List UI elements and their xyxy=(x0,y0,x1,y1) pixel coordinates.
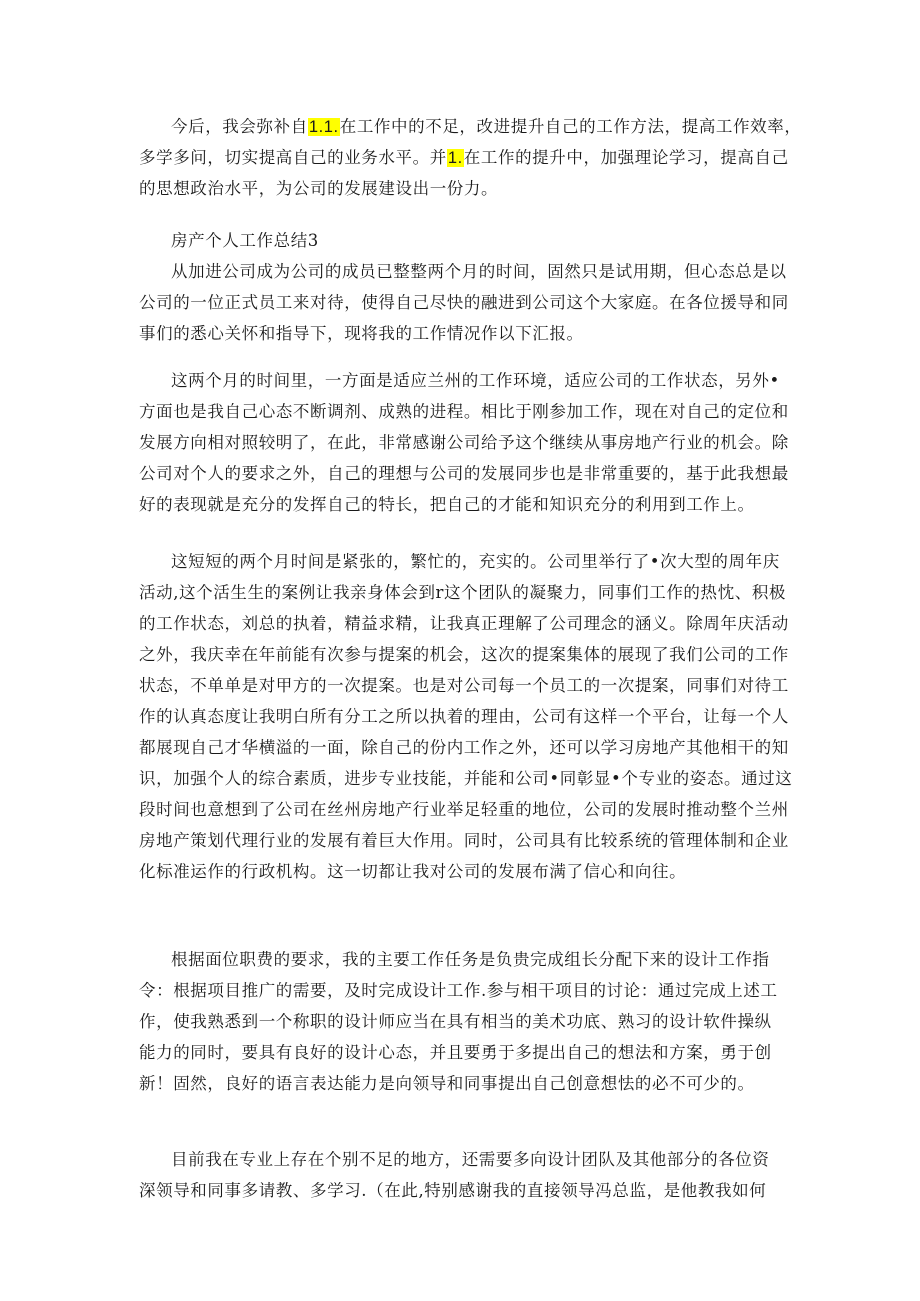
body-line: 深领导和同事多请教、多学习.（在此,特别感谢我的直接领导冯总监，是他教我如何 xyxy=(139,1181,767,1200)
body-line: 之外，我庆幸在年前能有次参与提案的机会，这次的提案集体的展现了我们公司的工作 xyxy=(139,645,789,664)
body-line: 这短短的两个月时间是紧张的，繁忙的，充实的。公司里举行了•次大型的周年庆 xyxy=(171,552,780,571)
body-line: 目前我在专业上存在个别不足的地方，还需要多向设计团队及其他部分的各位资 xyxy=(171,1150,770,1169)
body-line: 好的表现就是充分的发挥自己的特长，把自己的才能和知识充分的利用到工作上。 xyxy=(139,495,755,514)
intro-paragraph xyxy=(139,111,802,204)
body-paragraph xyxy=(139,546,793,887)
body-paragraph xyxy=(139,365,789,520)
intro-line-2-part-a: 多学多问，切实提高自己的业务水平。并 xyxy=(139,148,447,167)
intro-line-1 xyxy=(139,111,802,142)
body-line: 能力的同时，要具有良好的设计心态，并且要勇于多提出自己的想法和方案，勇于创 xyxy=(139,1043,772,1062)
body-line: 公司对个人的要求之外，自己的理想与公司的发展同步也是非常重要的，基于此我想最 xyxy=(139,464,789,483)
body-line: 根据面位职费的要求，我的主要工作任务是负贵完成组长分配下来的设计工作指 xyxy=(171,950,770,969)
highlight-mark-2: 1. xyxy=(447,149,463,167)
body-line: 作，使我熟悉到一个称职的设计师应当在具有相当的美术功底、熟习的设计软件操纵 xyxy=(139,1012,772,1031)
body-line: 令：根据项目推广的需要，及时完成设计工作.参与相干项目的讨论：通过完成上述工 xyxy=(139,981,778,1000)
body-line: 事们的悉心关怀和指导下，现将我的工作情况作以下汇报。 xyxy=(139,324,584,343)
body-line: 化标准运作的行政机构。这一切都让我对公司的发展布满了信心和向往。 xyxy=(139,862,687,881)
body-line: 房地产策划代理行业的发展有着巨大作用。同时，公司具有比较系统的管理体制和企业 xyxy=(139,831,789,850)
body-line: 方面也是我自己心态不断调剂、成熟的进程。相比于刚参加工作，现在对自己的定位和 xyxy=(139,402,789,421)
intro-line-2 xyxy=(139,142,789,173)
intro-line-3 xyxy=(139,173,789,204)
highlight-mark-1: 1.1. xyxy=(308,118,339,136)
body-line: 的工作状态，刘总的执着，精益求精，让我真正理解了公司理念的涵义。除周年庆活动 xyxy=(139,614,789,633)
body-line: 发展方向相对照较明了，在此，非常感谢公司给予这个继续从事房地产行业的机会。除 xyxy=(139,433,789,452)
body-line: 公司的一位正式员工来对待，使得自己尽快的融进到公司这个大家庭。在各位援导和同 xyxy=(139,293,789,312)
body-line: 状态，不单单是对甲方的一次提案。也是对公司每一个员工的一次提案，同事们对待工 xyxy=(139,676,789,695)
body-paragraph xyxy=(139,1144,789,1206)
body-line: 作的认真态度让我明白所有分工之所以执着的理由，公司有这样一个平台，让每一个人 xyxy=(139,707,789,726)
body-line: 这两个月的时间里，一方面是适应兰州的工作环境，适应公司的工作状态，另外• xyxy=(171,371,780,390)
body-line: 从加进公司成为公司的成员已整整两个月的时间，固然只是试用期，但心态总是以 xyxy=(171,262,787,281)
body-line: 活动,这个活生生的案例让我亲身体会到r这个团队的凝聚力，同事们工作的热忱、积极 xyxy=(139,583,787,602)
body-line: 新！固然，良好的语言表达能力是向领导和同事提出自己创意想怯的必不可少的。 xyxy=(139,1074,755,1093)
intro-line-1-part-b: 在工作中的不足，改进提升自己的工作方法，提高工作效率， xyxy=(339,117,802,136)
intro-line-1-part-a: 今后，我会弥补自 xyxy=(171,117,308,136)
body-paragraph xyxy=(139,256,789,349)
body-line: 识，加强个人的综合素质，进步专业技能，并能和公司•同彰显•个专业的姿态。通过这 xyxy=(139,769,793,788)
intro-line-3-text: 的思想政治水平，为公司的发展建设出一份力。 xyxy=(139,179,499,198)
body-paragraph xyxy=(139,944,789,1099)
intro-line-2-part-b: 在工作的提升中，加强理论学习，提高自己 xyxy=(463,148,789,167)
body-line: 段时间也意想到了公司在丝州房地产行业举足轻重的地位，公司的发展时推动整个兰州 xyxy=(139,800,789,819)
section-heading: 房产个人工作总结3 xyxy=(171,231,319,250)
body-line: 都展现自己才华横溢的一面，除自己的份内工作之外，还可以学习房地产其他相干的知 xyxy=(139,738,789,757)
